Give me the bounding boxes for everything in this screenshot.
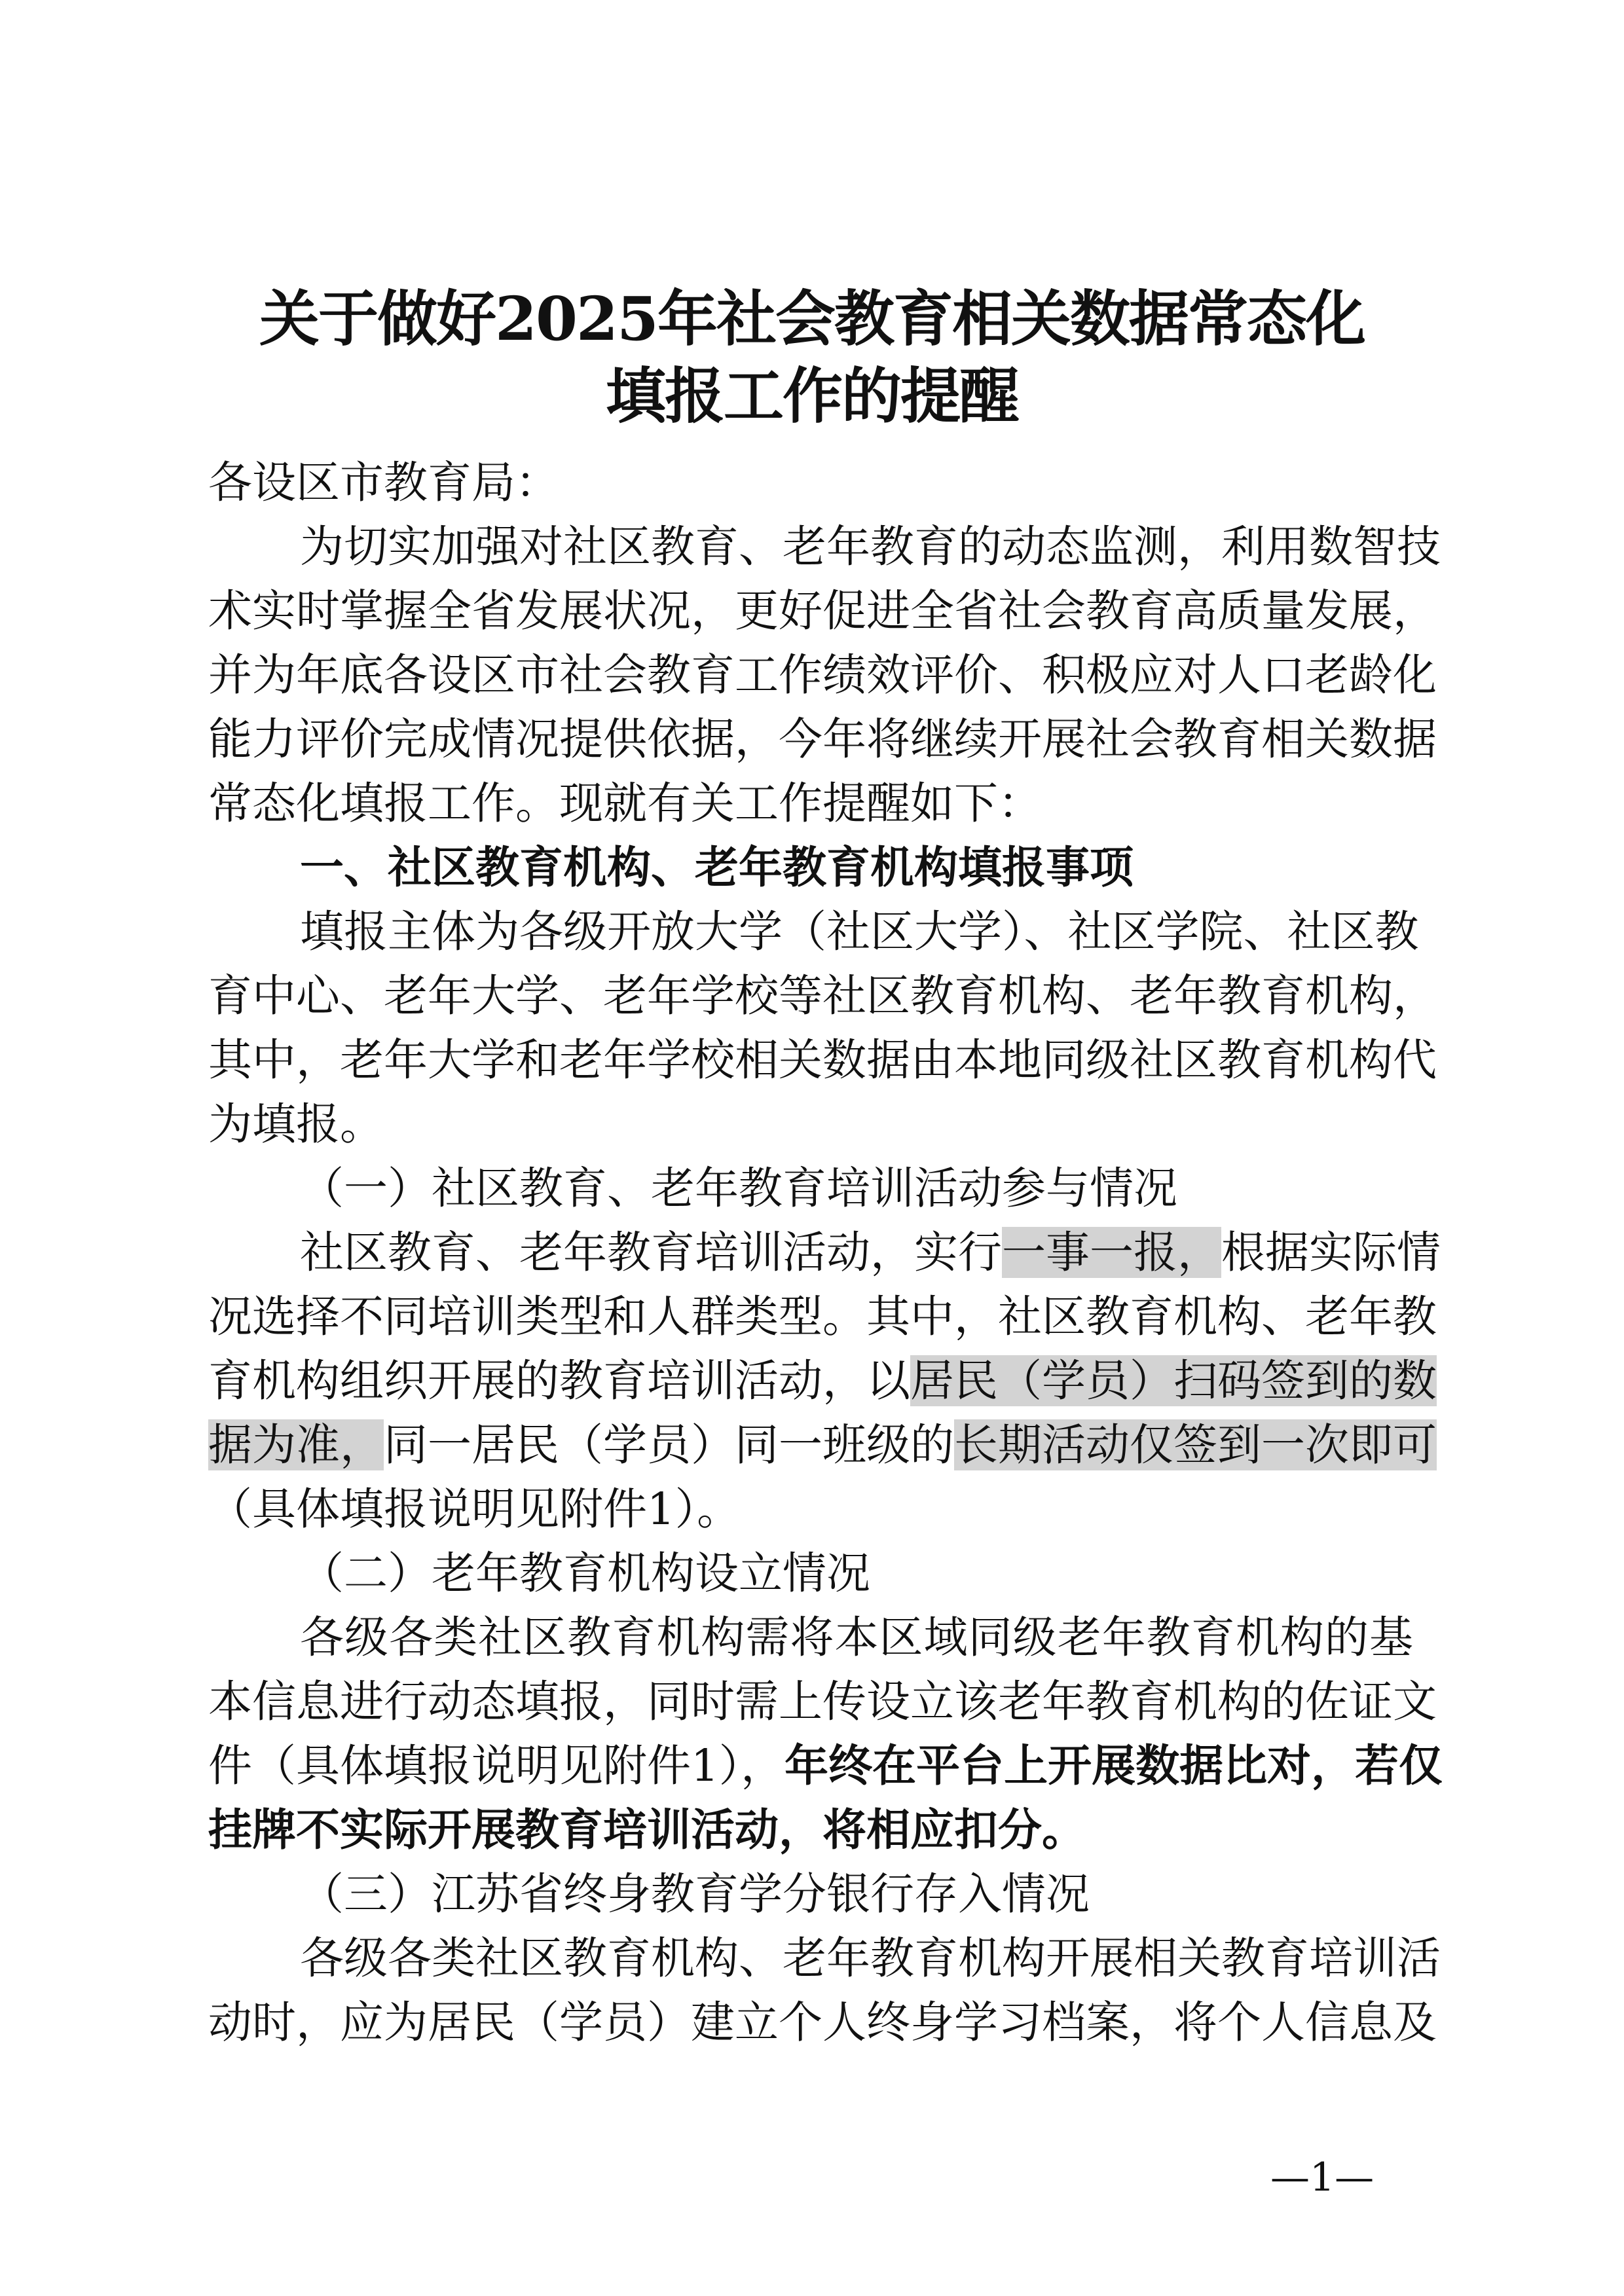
sub3-line-2: 动时，应为居民（学员）建立个人终身学习档案，将个人信息及 (208, 1997, 1437, 2048)
highlighted-text: 长期活动仅签到一次即可 (954, 1419, 1437, 1470)
sub2-line-4: 挂牌不实际开展教育培训活动，将相应扣分。 (208, 1804, 1086, 1855)
section-heading-1: 一、社区教育机构、老年教育机构填报事项 (300, 842, 1134, 893)
page-number: —1— (1270, 2155, 1375, 2200)
sub2-line-3 (208, 1734, 1443, 1798)
title-line-1: 关于做好2025年社会教育相关数据常态化 (259, 283, 1365, 354)
intro-line-1: 为切实加强对社区教育、老年教育的动态监测，利用数智技 (300, 521, 1441, 572)
salutation: 各设区市教育局： (208, 457, 559, 508)
sub2-line-2: 本信息进行动态填报，同时需上传设立该老年教育机构的佐证文 (208, 1676, 1437, 1727)
sub2-line-1: 各级各类社区教育机构需将本区域同级老年教育机构的基 (300, 1612, 1413, 1663)
sub1-text: 根据实际情 (1221, 1227, 1441, 1278)
sub1-line-1 (208, 1220, 1441, 1285)
intro-line-2: 术实时掌握全省发展状况，更好促进全省社会教育高质量发展， (208, 585, 1437, 636)
sub1-line-4 (208, 1413, 1437, 1477)
sub2-text: 件（具体填报说明见附件1）， (208, 1740, 785, 1791)
sub1-text: 社区教育、老年教育培训活动，实行 (300, 1227, 1002, 1278)
subsection-heading-3: （三）江苏省终身教育学分银行存入情况 (300, 1868, 1090, 1920)
sub1-line-2: 况选择不同培训类型和人群类型。其中，社区教育机构、老年教 (208, 1291, 1437, 1342)
sub1-text: 同一居民（学员）同一班级的 (384, 1419, 954, 1470)
sub1-text: 育机构组织开展的教育培训活动，以 (208, 1355, 910, 1406)
intro-line-5: 常态化填报工作。现就有关工作提醒如下： (208, 778, 1042, 829)
subsection-heading-2: （二）老年教育机构设立情况 (300, 1548, 870, 1599)
document-title (0, 280, 1624, 435)
sub1-line-3 (208, 1349, 1437, 1413)
sub1-line-5: （具体填报说明见附件1）。 (208, 1484, 741, 1535)
para1-line-2: 育中心、老年大学、老年学校等社区教育机构、老年教育机构， (208, 970, 1437, 1021)
highlighted-text: 居民（学员）扫码签到的数 (910, 1355, 1437, 1406)
highlighted-text: 据为准， (208, 1419, 384, 1470)
title-line-2: 填报工作的提醒 (605, 361, 1018, 431)
intro-line-4: 能力评价完成情况提供依据，今年将继续开展社会教育相关数据 (208, 714, 1437, 765)
highlighted-text: 一事一报， (1002, 1227, 1221, 1278)
para1-line-3: 其中，老年大学和老年学校相关数据由本地同级社区教育机构代 (208, 1034, 1437, 1085)
para1-line-4: 为填报。 (208, 1099, 384, 1150)
subsection-heading-1: （一）社区教育、老年教育培训活动参与情况 (300, 1163, 1177, 1214)
sub3-line-1: 各级各类社区教育机构、老年教育机构开展相关教育培训活 (300, 1933, 1441, 1984)
para1-line-1: 填报主体为各级开放大学（社区大学）、社区学院、社区教 (300, 906, 1419, 957)
bold-text: 年终在平台上开展数据比对，若仅 (784, 1740, 1443, 1791)
intro-line-3: 并为年底各设区市社会教育工作绩效评价、积极应对人口老龄化 (208, 649, 1437, 701)
